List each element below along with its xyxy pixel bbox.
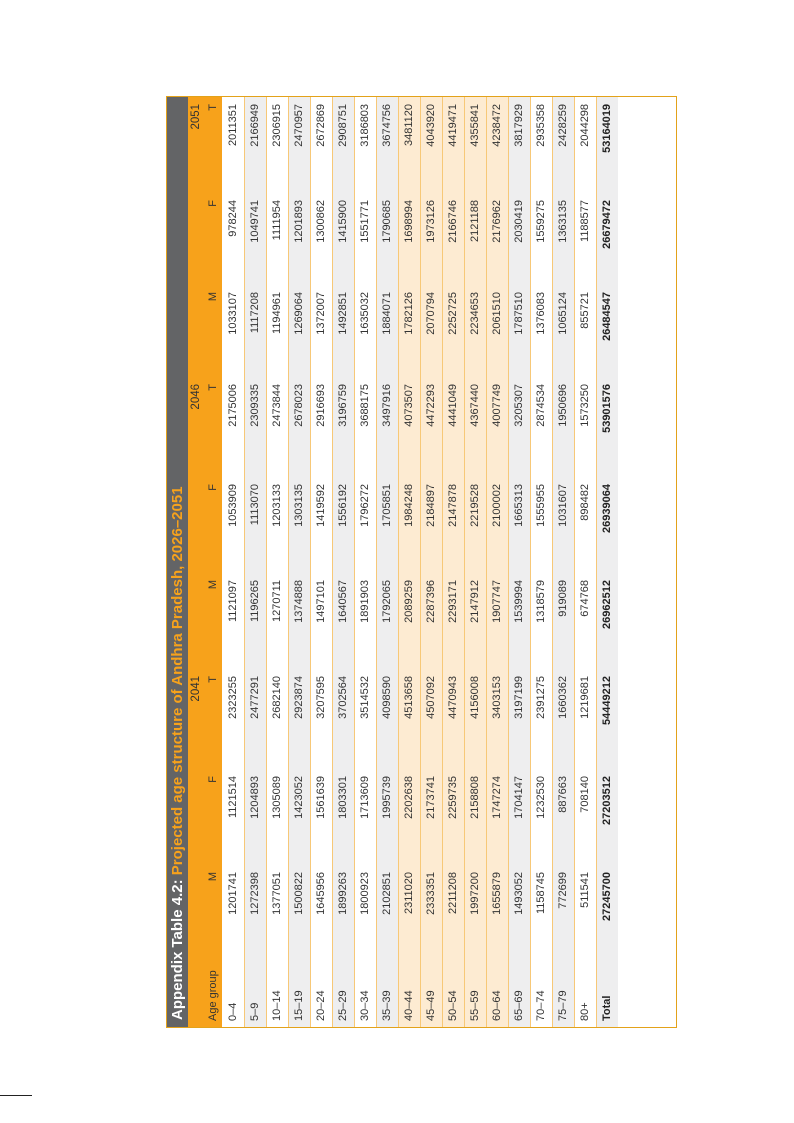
value-cell: 1796272 <box>354 477 376 573</box>
value-cell: 4441049 <box>442 377 464 477</box>
age-group-cell: 50–54 <box>442 961 464 1027</box>
age-group-cell: 0–4 <box>222 961 244 1027</box>
value-cell: 1891903 <box>354 573 376 669</box>
year-header: 2046 <box>190 383 202 410</box>
table-row <box>486 97 508 1027</box>
value-cell: 978244 <box>222 193 244 285</box>
value-cell: 1117208 <box>244 285 266 377</box>
value-cell: 3481120 <box>398 97 420 193</box>
sex-header: M <box>204 573 222 669</box>
sex-header: T <box>204 97 222 193</box>
value-cell: 2070794 <box>420 285 442 377</box>
age-group-cell: 75–79 <box>552 961 574 1027</box>
value-cell: 2211208 <box>442 865 464 961</box>
value-cell: 2333351 <box>420 865 442 961</box>
value-cell: 1196265 <box>244 573 266 669</box>
table-title-text: Projected age structure of Andhra Pradesh, 2026–2051 <box>169 486 186 876</box>
value-cell: 1415900 <box>332 193 354 285</box>
value-cell: 1698994 <box>398 193 420 285</box>
table-body <box>222 97 618 1027</box>
age-group-cell: 15–19 <box>288 961 310 1027</box>
value-cell: 1665313 <box>508 477 530 573</box>
value-cell: 2678023 <box>288 377 310 477</box>
value-cell: 3403153 <box>486 669 508 769</box>
value-cell: 2176962 <box>486 193 508 285</box>
value-cell: 2287396 <box>420 573 442 669</box>
value-cell: 2011351 <box>222 97 244 193</box>
value-cell: 1201893 <box>288 193 310 285</box>
sex-header: M <box>204 865 222 961</box>
sex-header: T <box>204 669 222 769</box>
age-group-cell: 65–69 <box>508 961 530 1027</box>
value-cell: 3817929 <box>508 97 530 193</box>
sex-header: T <box>204 377 222 477</box>
appendix-table <box>166 96 677 1028</box>
age-group-cell: 70–74 <box>530 961 552 1027</box>
age-structure-table <box>188 97 618 1027</box>
value-cell: 1984248 <box>398 477 420 573</box>
value-cell: 1493052 <box>508 865 530 961</box>
value-cell: 4513658 <box>398 669 420 769</box>
total-value-cell: 27203512 <box>601 776 614 825</box>
value-cell: 2428259 <box>552 97 574 193</box>
value-cell: 4507092 <box>420 669 442 769</box>
age-group-cell: 35–39 <box>376 961 398 1027</box>
value-cell: 1194961 <box>266 285 288 377</box>
table-row <box>420 97 442 1027</box>
value-cell: 3497916 <box>376 377 398 477</box>
value-cell: 2323255 <box>222 669 244 769</box>
year-header-row <box>188 97 204 1027</box>
value-cell: 2102851 <box>376 865 398 961</box>
value-cell: 3197199 <box>508 669 530 769</box>
value-cell: 1111954 <box>266 193 288 285</box>
value-cell: 1204893 <box>244 769 266 865</box>
value-cell: 2044298 <box>574 97 596 193</box>
value-cell: 855721 <box>574 285 596 377</box>
value-cell: 1203133 <box>266 477 288 573</box>
value-cell: 1573250 <box>574 377 596 477</box>
value-cell: 2121188 <box>464 193 486 285</box>
value-cell: 3207595 <box>310 669 332 769</box>
table-row <box>266 97 288 1027</box>
age-group-cell: 45–49 <box>420 961 442 1027</box>
value-cell: 1551771 <box>354 193 376 285</box>
value-cell: 1747274 <box>486 769 508 865</box>
value-cell: 511541 <box>574 865 596 961</box>
value-cell: 2173741 <box>420 769 442 865</box>
value-cell: 1561639 <box>310 769 332 865</box>
value-cell: 2030419 <box>508 193 530 285</box>
value-cell: 2908751 <box>332 97 354 193</box>
value-cell: 1645956 <box>310 865 332 961</box>
value-cell: 1419592 <box>310 477 332 573</box>
value-cell: 1269064 <box>288 285 310 377</box>
value-cell: 1377051 <box>266 865 288 961</box>
value-cell: 2672869 <box>310 97 332 193</box>
value-cell: 898482 <box>574 477 596 573</box>
total-value-cell: 26484547 <box>601 291 614 341</box>
age-group-cell: 80+ <box>574 961 596 1027</box>
sex-header: M <box>204 285 222 377</box>
value-cell: 3186803 <box>354 97 376 193</box>
value-cell: 1053909 <box>222 477 244 573</box>
value-cell: 1031607 <box>552 477 574 573</box>
value-cell: 2252725 <box>442 285 464 377</box>
value-cell: 1705851 <box>376 477 398 573</box>
value-cell: 4007749 <box>486 377 508 477</box>
value-cell: 1219681 <box>574 669 596 769</box>
value-cell: 674768 <box>574 573 596 669</box>
value-cell: 1792065 <box>376 573 398 669</box>
value-cell: 4098590 <box>376 669 398 769</box>
value-cell: 2175006 <box>222 377 244 477</box>
value-cell: 1500822 <box>288 865 310 961</box>
value-cell: 1800923 <box>354 865 376 961</box>
age-group-cell: 40–44 <box>398 961 420 1027</box>
value-cell: 4470943 <box>442 669 464 769</box>
value-cell: 1272398 <box>244 865 266 961</box>
value-cell: 1492851 <box>332 285 354 377</box>
value-cell: 3514532 <box>354 669 376 769</box>
table-row <box>332 97 354 1027</box>
value-cell: 1049741 <box>244 193 266 285</box>
value-cell: 1950696 <box>552 377 574 477</box>
value-cell: 1539994 <box>508 573 530 669</box>
value-cell: 2874534 <box>530 377 552 477</box>
total-value-cell: 53164019 <box>601 103 614 153</box>
value-cell: 1423052 <box>288 769 310 865</box>
total-label: Total <box>601 995 614 1021</box>
value-cell: 1158745 <box>530 865 552 961</box>
value-cell: 1704147 <box>508 769 530 865</box>
value-cell: 1113070 <box>244 477 266 573</box>
table-row <box>464 97 486 1027</box>
value-cell: 2158808 <box>464 769 486 865</box>
age-group-header: Age group <box>204 961 222 1027</box>
value-cell: 1899263 <box>332 865 354 961</box>
total-value-cell: 26679472 <box>601 199 614 249</box>
value-cell: 1372007 <box>310 285 332 377</box>
value-cell: 4073507 <box>398 377 420 477</box>
table-row <box>552 97 574 1027</box>
age-group-cell: 30–34 <box>354 961 376 1027</box>
value-cell: 1713609 <box>354 769 376 865</box>
table-row <box>398 97 420 1027</box>
value-cell: 2166746 <box>442 193 464 285</box>
value-cell: 1803301 <box>332 769 354 865</box>
value-cell: 3196759 <box>332 377 354 477</box>
age-group-cell: 5–9 <box>244 961 266 1027</box>
value-cell: 919089 <box>552 573 574 669</box>
value-cell: 1660362 <box>552 669 574 769</box>
value-cell: 2202638 <box>398 769 420 865</box>
value-cell: 1555955 <box>530 477 552 573</box>
value-cell: 4355841 <box>464 97 486 193</box>
value-cell: 1995739 <box>376 769 398 865</box>
total-value-cell: 26962512 <box>601 579 614 629</box>
year-header: 2041 <box>190 675 202 702</box>
rotated-table-content <box>167 97 676 1027</box>
footer-rule <box>0 1095 32 1096</box>
table-row <box>442 97 464 1027</box>
year-header: 2051 <box>190 103 202 130</box>
table-row <box>376 97 398 1027</box>
value-cell: 2234653 <box>464 285 486 377</box>
value-cell: 1318579 <box>530 573 552 669</box>
value-cell: 2470957 <box>288 97 310 193</box>
value-cell: 2391275 <box>530 669 552 769</box>
sex-header: F <box>204 193 222 285</box>
total-value-cell: 54449212 <box>601 675 614 725</box>
value-cell: 1635032 <box>354 285 376 377</box>
value-cell: 2311020 <box>398 865 420 961</box>
total-value-cell: 53901576 <box>601 383 614 433</box>
sex-header: F <box>204 477 222 573</box>
age-group-cell: 25–29 <box>332 961 354 1027</box>
table-title-prefix: Appendix Table 4.2: <box>169 879 186 1020</box>
value-cell: 3702564 <box>332 669 354 769</box>
value-cell: 2477291 <box>244 669 266 769</box>
value-cell: 4419471 <box>442 97 464 193</box>
sex-header-row <box>204 97 222 1027</box>
value-cell: 2682140 <box>266 669 288 769</box>
value-cell: 1559275 <box>530 193 552 285</box>
value-cell: 2309335 <box>244 377 266 477</box>
value-cell: 1787510 <box>508 285 530 377</box>
value-cell: 1556192 <box>332 477 354 573</box>
table-row <box>310 97 332 1027</box>
value-cell: 1973126 <box>420 193 442 285</box>
value-cell: 1997200 <box>464 865 486 961</box>
sex-header: F <box>204 769 222 865</box>
value-cell: 1033107 <box>222 285 244 377</box>
value-cell: 1497101 <box>310 573 332 669</box>
value-cell: 1640567 <box>332 573 354 669</box>
value-cell: 4472293 <box>420 377 442 477</box>
value-cell: 2259735 <box>442 769 464 865</box>
value-cell: 2473844 <box>266 377 288 477</box>
age-group-cell: 10–14 <box>266 961 288 1027</box>
value-cell: 1790685 <box>376 193 398 285</box>
value-cell: 2061510 <box>486 285 508 377</box>
value-cell: 1363135 <box>552 193 574 285</box>
value-cell: 1374888 <box>288 573 310 669</box>
value-cell: 2306915 <box>266 97 288 193</box>
value-cell: 1188577 <box>574 193 596 285</box>
value-cell: 1782126 <box>398 285 420 377</box>
value-cell: 1305089 <box>266 769 288 865</box>
value-cell: 1655879 <box>486 865 508 961</box>
value-cell: 3205307 <box>508 377 530 477</box>
value-cell: 4367440 <box>464 377 486 477</box>
value-cell: 1232530 <box>530 769 552 865</box>
table-row <box>244 97 266 1027</box>
value-cell: 1376083 <box>530 285 552 377</box>
value-cell: 3688175 <box>354 377 376 477</box>
value-cell: 1201741 <box>222 865 244 961</box>
value-cell: 1884071 <box>376 285 398 377</box>
table-row <box>574 97 596 1027</box>
value-cell: 1300862 <box>310 193 332 285</box>
age-group-cell: 60–64 <box>486 961 508 1027</box>
table-title <box>167 97 188 1027</box>
value-cell: 2089259 <box>398 573 420 669</box>
value-cell: 2184897 <box>420 477 442 573</box>
value-cell: 2100002 <box>486 477 508 573</box>
value-cell: 2166949 <box>244 97 266 193</box>
value-cell: 2293171 <box>442 573 464 669</box>
table-row <box>288 97 310 1027</box>
table-row <box>354 97 376 1027</box>
value-cell: 1065124 <box>552 285 574 377</box>
table-row <box>222 97 244 1027</box>
value-cell: 2147912 <box>464 573 486 669</box>
value-cell: 1121097 <box>222 573 244 669</box>
value-cell: 4156008 <box>464 669 486 769</box>
value-cell: 2923874 <box>288 669 310 769</box>
value-cell: 2147878 <box>442 477 464 573</box>
value-cell: 1270711 <box>266 573 288 669</box>
value-cell: 4043920 <box>420 97 442 193</box>
value-cell: 887663 <box>552 769 574 865</box>
total-value-cell: 26939064 <box>601 483 614 533</box>
table-row <box>530 97 552 1027</box>
value-cell: 708140 <box>574 769 596 865</box>
age-group-cell: 20–24 <box>310 961 332 1027</box>
value-cell: 2219528 <box>464 477 486 573</box>
value-cell: 3674756 <box>376 97 398 193</box>
value-cell: 1121514 <box>222 769 244 865</box>
value-cell: 772699 <box>552 865 574 961</box>
value-cell: 1303135 <box>288 477 310 573</box>
table-row <box>508 97 530 1027</box>
total-row <box>596 97 618 1027</box>
value-cell: 1907747 <box>486 573 508 669</box>
total-value-cell: 27245700 <box>601 872 614 921</box>
value-cell: 2916693 <box>310 377 332 477</box>
value-cell: 4238472 <box>486 97 508 193</box>
value-cell: 2935358 <box>530 97 552 193</box>
age-group-cell: 55–59 <box>464 961 486 1027</box>
